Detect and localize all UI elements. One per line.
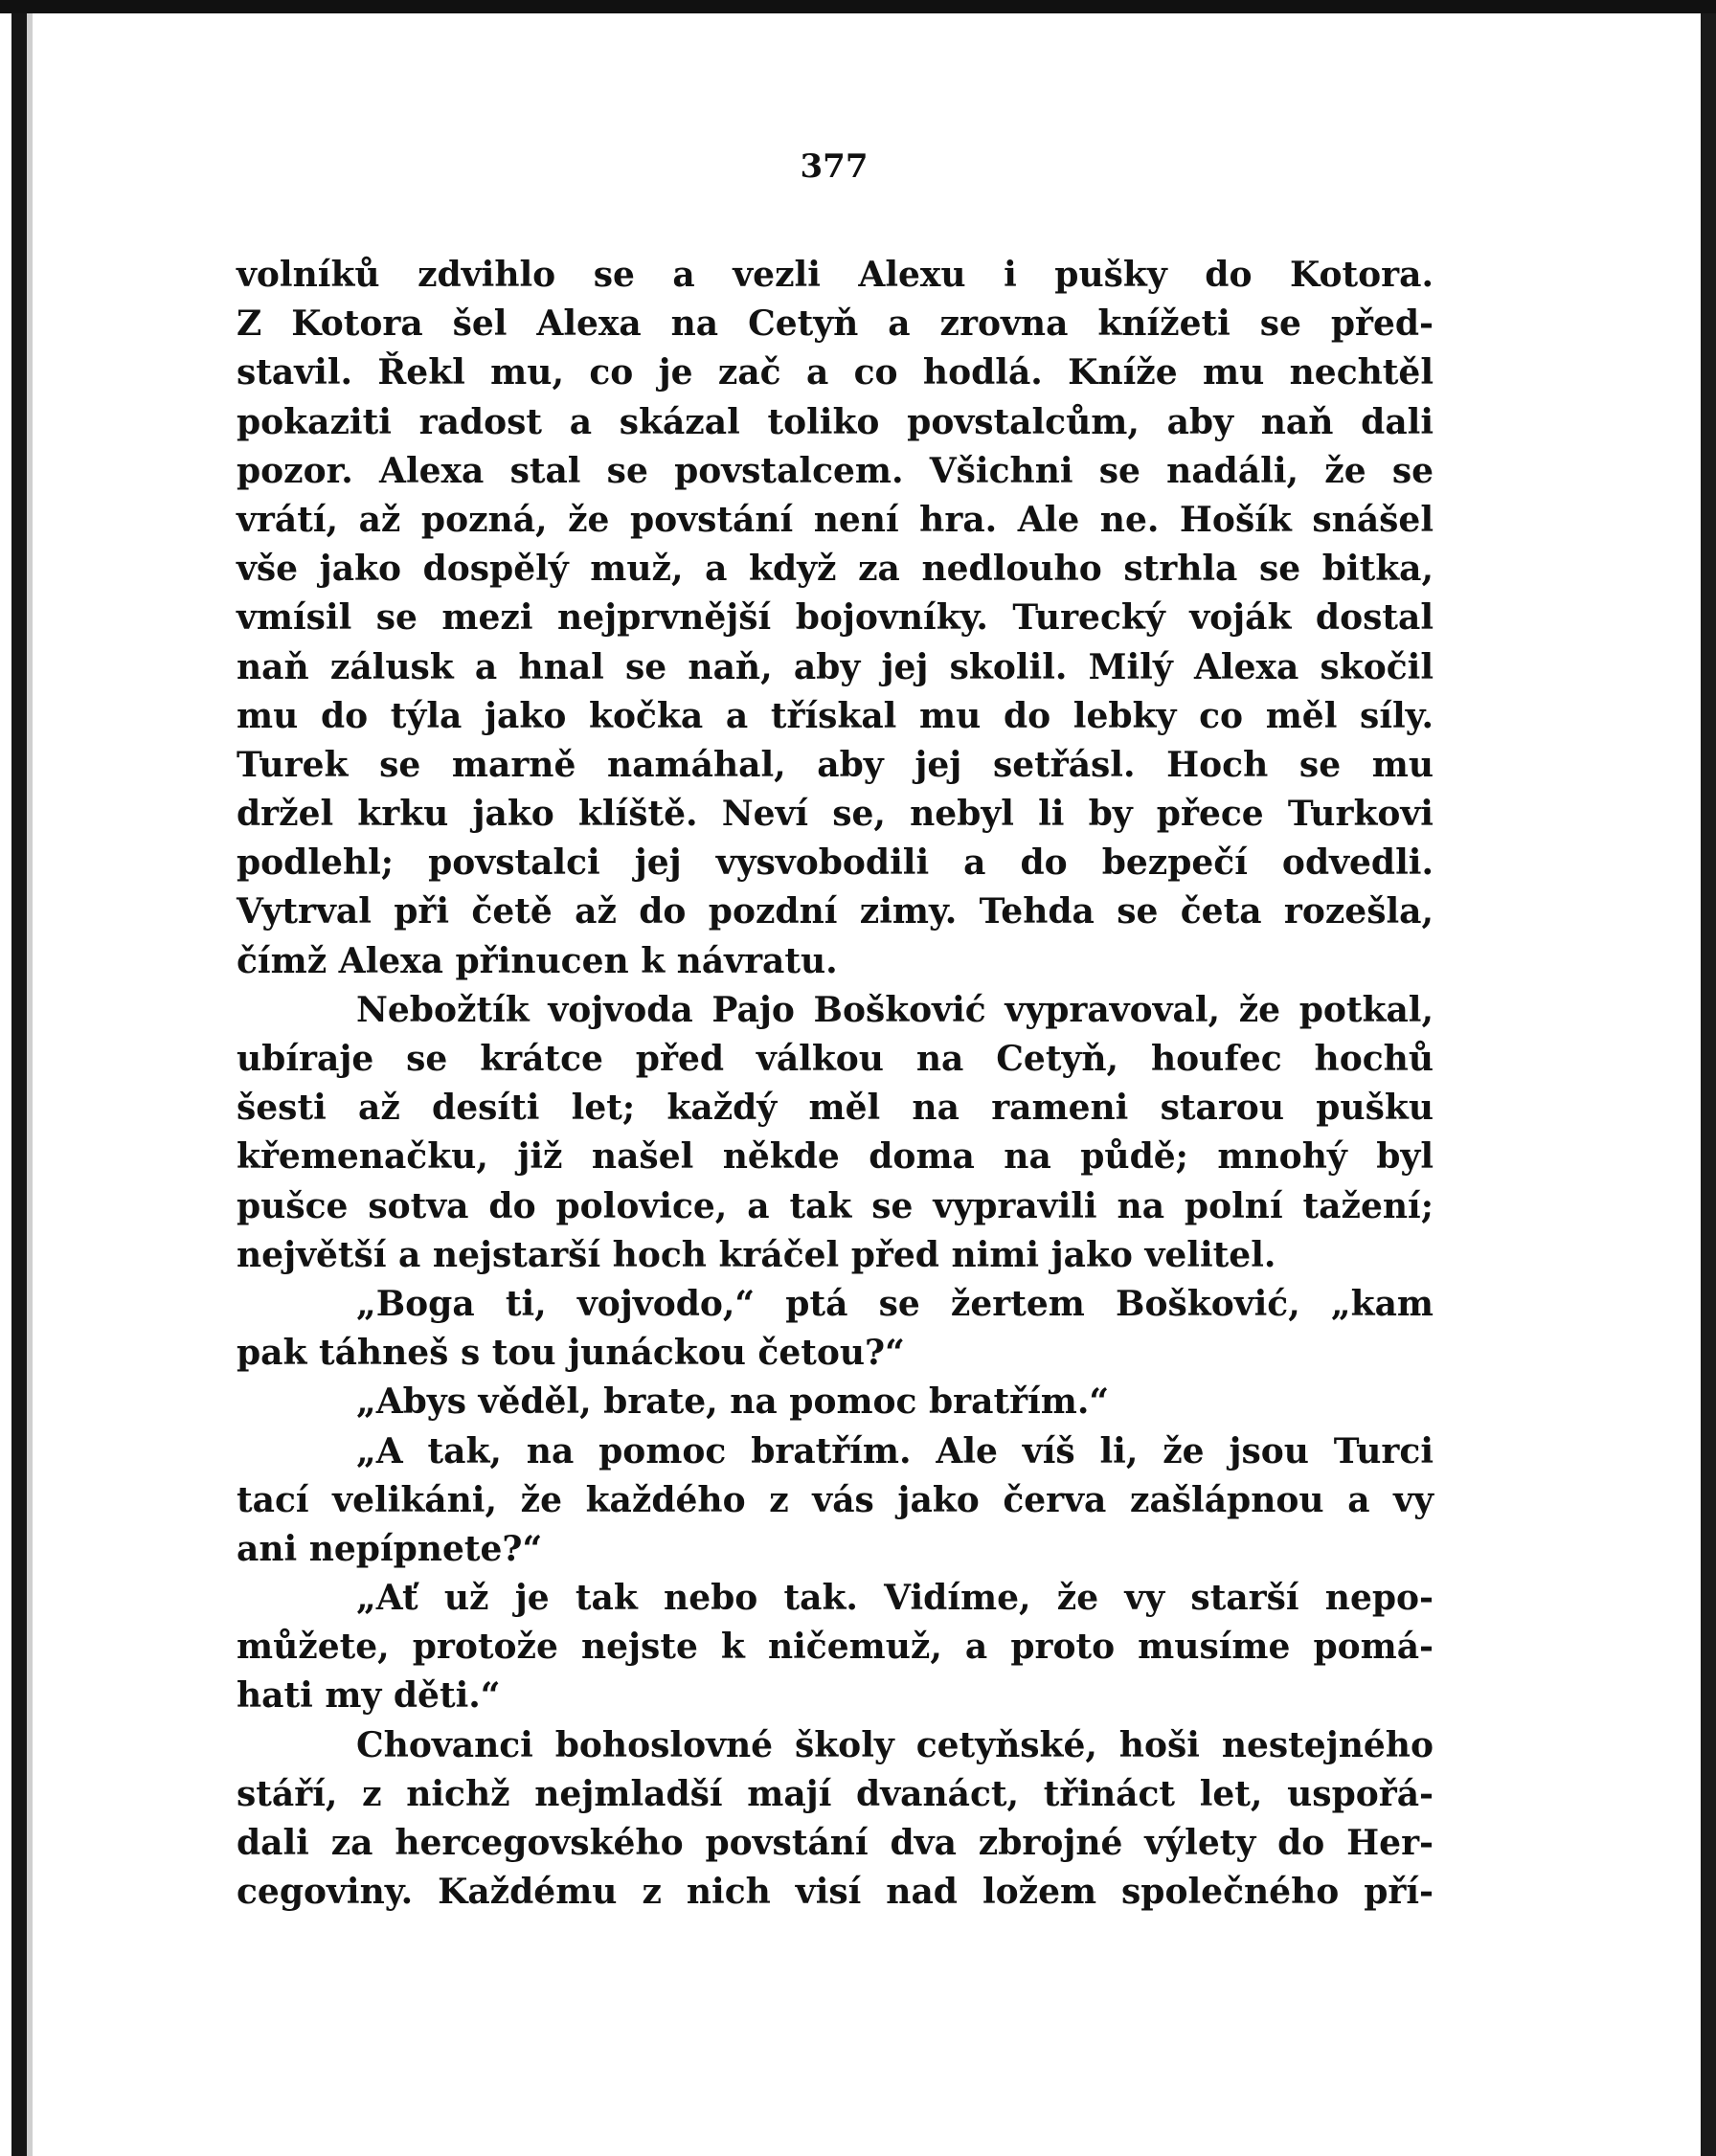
text-line: největší a nejstarší hoch kráčel před nimi jako velitel. bbox=[237, 1234, 1276, 1275]
text-line: „Abys věděl, brate, na pomoc bratřím.“ bbox=[356, 1381, 1110, 1423]
scan-border-top bbox=[0, 0, 1716, 13]
text-line: pokaziti radost a skázal toliko povstalcům, aby naň dali bbox=[237, 401, 1434, 442]
text-line: Z Kotora šel Alexa na Cetyň a zrovna knížeti se před- bbox=[237, 303, 1434, 345]
text-line: křemenačku, již našel někde doma na půdě; mnohý byl bbox=[237, 1136, 1434, 1178]
scan-binding-edge bbox=[27, 13, 33, 2156]
text-line: Chovanci bohoslovné školy cetyňské, hoši nestejného bbox=[356, 1724, 1434, 1765]
text-line: volníků zdvihlo se a vezli Alexu i pušky do Kotora. bbox=[237, 255, 1434, 295]
text-line: cegoviny. Každému z nich visí nad ložem společného pří- bbox=[237, 1872, 1434, 1913]
text-line: vmísil se mezi nejprvnější bojovníky. Turecký voják dostal bbox=[237, 597, 1434, 639]
text-line: vše jako dospělý muž, a když za nedlouho strhla se bitka, bbox=[237, 549, 1434, 590]
text-line: ubíraje se krátce před válkou na Cetyň, houfec hochů bbox=[237, 1039, 1434, 1079]
text-line: mu do týla jako kočka a třískal mu do lebky co měl síly. bbox=[237, 695, 1434, 736]
text-line: držel krku jako klíště. Neví se, nebyl li by přece Turkovi bbox=[237, 794, 1434, 835]
text-line: stáří, z nichž nejmladší mají dvanáct, třináct let, uspořá- bbox=[237, 1773, 1434, 1814]
text-line: ani nepípnete?“ bbox=[237, 1528, 543, 1569]
text-line: dali za hercegovského povstání dva zbrojné výlety do Her- bbox=[237, 1823, 1434, 1863]
text-line: Turek se marně namáhal, aby jej setřásl. Hoch se mu bbox=[237, 744, 1434, 785]
text-line: Vytrval při četě až do pozdní zimy. Tehda se četa rozešla, bbox=[237, 891, 1434, 932]
text-line: pak táhneš s tou junáckou četou?“ bbox=[237, 1333, 905, 1374]
text-line: „A tak, na pomoc bratřím. Ale víš li, že jsou Turci bbox=[356, 1430, 1434, 1471]
scan-border-right bbox=[1701, 13, 1716, 2156]
text-line: podlehl; povstalci jej vysvobodili a do bezpečí odvedli. bbox=[237, 842, 1434, 884]
body-text bbox=[237, 251, 1434, 1917]
text-line: čímž Alexa přinucen k návratu. bbox=[237, 940, 838, 981]
text-line: „Ať už je tak nebo tak. Vidíme, že vy starší nepo- bbox=[356, 1578, 1434, 1619]
text-line: šesti až desíti let; každý měl na rameni starou pušku bbox=[237, 1088, 1434, 1129]
text-line: tací velikáni, že každého z vás jako červa zašlápnou a vy bbox=[237, 1479, 1434, 1520]
page-number: 377 bbox=[800, 147, 869, 186]
text-line: pozor. Alexa stal se povstalcem. Všichni se nadáli, že se bbox=[237, 450, 1434, 491]
text-line: hati my děti.“ bbox=[237, 1675, 501, 1717]
text-line: naň zálusk a hnal se naň, aby jej skolil. Milý Alexa skočil bbox=[237, 646, 1434, 687]
text-line: „Boga ti, vojvodo,“ ptá se žertem Bošković, „kam bbox=[356, 1283, 1434, 1324]
scan-border-left bbox=[11, 13, 27, 2156]
text-line: vrátí, až pozná, že povstání není hra. Ale ne. Hošík snášel bbox=[237, 499, 1434, 540]
text-line: Nebožtík vojvoda Pajo Bošković vypravoval, že potkal, bbox=[356, 989, 1434, 1030]
text-line: můžete, protože nejste k ničemuž, a proto musíme pomá- bbox=[237, 1627, 1434, 1668]
text-line: stavil. Řekl mu, co je zač a co hodlá. Kníže mu nechtěl bbox=[237, 352, 1434, 393]
text-line: pušce sotva do polovice, a tak se vypravili na polní tažení; bbox=[237, 1185, 1434, 1226]
